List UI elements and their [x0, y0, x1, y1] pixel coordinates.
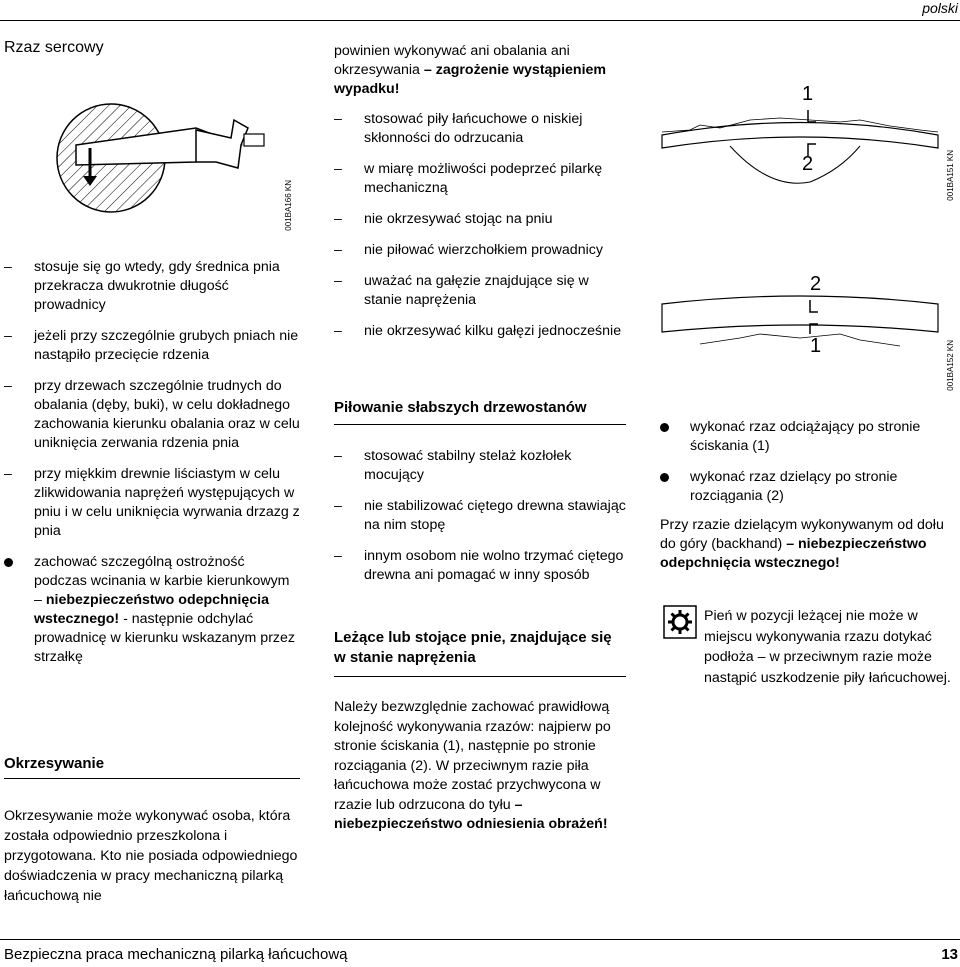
- list-item: – stosuje się go wtedy, gdy średnica pnia przekracza dwukrotnie długość prowadnicy: [4, 258, 300, 315]
- col3-paragraph: Przy rzazie dzielącym wykonywanym od dołu do góry (backhand) – niebezpieczeństwo odepchnięcia wstecznego!: [660, 517, 944, 571]
- figure-log-cut-2: [660, 260, 940, 410]
- list-item: wykonać rzaz odciążający po stronie ściskania (1): [660, 418, 960, 456]
- header-rule: [0, 20, 960, 21]
- list-item: – stosować piły łańcuchowe o niskiej skłonności do odrzucania: [334, 110, 630, 148]
- section-rule: [4, 778, 300, 779]
- col2-list2: [334, 447, 630, 585]
- footer-title: Bezpieczna praca mechaniczną pilarką łańcuchową: [4, 946, 348, 963]
- section-pilowanie: [334, 398, 626, 425]
- section-heading: Piłowanie słabszych drzewostanów: [334, 399, 587, 416]
- list-item: – uważać na gałęzie znajdujące się w stanie naprężenia: [334, 272, 630, 310]
- fig1-label-top: 1: [802, 83, 814, 105]
- list-item: – w miarę możliwości podeprzeć pilarkę mechaniczną: [334, 160, 630, 198]
- section-naprezenia: [334, 628, 626, 677]
- log-cut-illustration-2: [660, 260, 940, 410]
- list-item: wykonać rzaz dzielący po stronie rozciągania (2): [660, 468, 960, 506]
- fig-code-2: 001BA151 KN: [946, 150, 955, 201]
- list-item: – przy miękkim drewnie liściastym w celu zlikwidowania naprężeń występujących w pniu i w celu uniknięcia wyrwania drzazg z pnia: [4, 465, 300, 541]
- section-rule: [334, 424, 626, 425]
- col2-list1: [334, 110, 630, 341]
- list-item: – nie stabilizować ciętego drewna stawiając na nim stopę: [334, 497, 630, 535]
- fig2-label-bottom: 1: [810, 335, 822, 357]
- figure-log-cut-1: [660, 70, 940, 220]
- section-heading: Okrzesywanie: [4, 755, 105, 772]
- boring-cut-figure: [56, 90, 306, 250]
- fig-code-3: 001BA152 KN: [946, 340, 955, 391]
- list-item: – przy drzewach szczególnie trudnych do obalania (dęby, buki), w celu dokładnego zachowania kierunku obalania oraz w celu uniknięcia zerwania rdzenia pnia: [4, 377, 300, 453]
- list-item: – innym osobom nie wolno trzymać ciętego drewna ani pomagać w inny sposób: [334, 547, 630, 585]
- note-text: Pień w pozycji leżącej nie może w miejscu wykonywania rzazu dotykać podłoża – w przeciwnym razie może nastąpić uszkodzenie piły łańcuchowej.: [704, 608, 951, 686]
- list-item: – nie okrzesywać stojąc na pniu: [334, 210, 630, 229]
- list-item: zachować szczególną ostrożność podczas wcinania w karbie kierunkowym – niebezpieczeństwo odepchnięcia wstecznego! - następnie odchylać prowadnicę w kierunku wskazanym przez strzałkę: [4, 553, 300, 667]
- language-label: polski: [922, 0, 958, 16]
- fig1-label-bottom: 2: [802, 153, 814, 175]
- log-cut-illustration-1: [660, 70, 940, 220]
- list-item: – jeżeli przy szczególnie grubych pniach nie nastąpiło przecięcie rdzenia: [4, 327, 300, 365]
- fig-code-1: 001BA166 KN: [284, 180, 293, 231]
- col3-bullets: [660, 418, 960, 506]
- trunk-cross-section-illustration: [56, 90, 306, 250]
- section-rule: [334, 676, 626, 677]
- list-item: – nie okrzesywać kilku gałęzi jednocześnie: [334, 322, 630, 341]
- col2-intro: powinien wykonywać ani obalania ani okrzesywania – zagrożenie wystąpieniem wypadku!: [334, 43, 607, 97]
- list-item: – stosować stabilny stelaż kozłołek mocujący: [334, 447, 630, 485]
- section-heading: Leżące lub stojące pnie, znajdujące się w stanie naprężenia: [334, 629, 612, 666]
- col1-heading: Rzaz sercowy: [4, 39, 104, 56]
- fig2-label-top: 2: [810, 273, 822, 295]
- col1-list: [4, 258, 300, 667]
- page-number: 13: [941, 946, 958, 963]
- section-okrzesywanie: [4, 754, 300, 779]
- col2-paragraph: Należy bezwzględnie zachować prawidłową kolejność wykonywania rzazów: najpierw po stronie ściskania (1), następnie po stronie rozciągania (2). W przeciwnym razie piła łańcuchowa może zostać przychwycona w rzazie lub odrzucona do tyłu – niebezpieczeństwo odniesienia obrażeń!: [334, 699, 611, 832]
- list-item: – nie piłować wierzchołkiem prowadnicy: [334, 241, 630, 260]
- section-paragraph: Okrzesywanie może wykonywać osoba, która została odpowiednio przeszkolona i przygotowana. Kto nie posiada odpowiedniego doświadczenia w pracy mechaniczną pilarką łańcuchową nie: [4, 808, 298, 904]
- gear-warning-icon: [663, 605, 697, 639]
- footer-rule: [0, 939, 960, 940]
